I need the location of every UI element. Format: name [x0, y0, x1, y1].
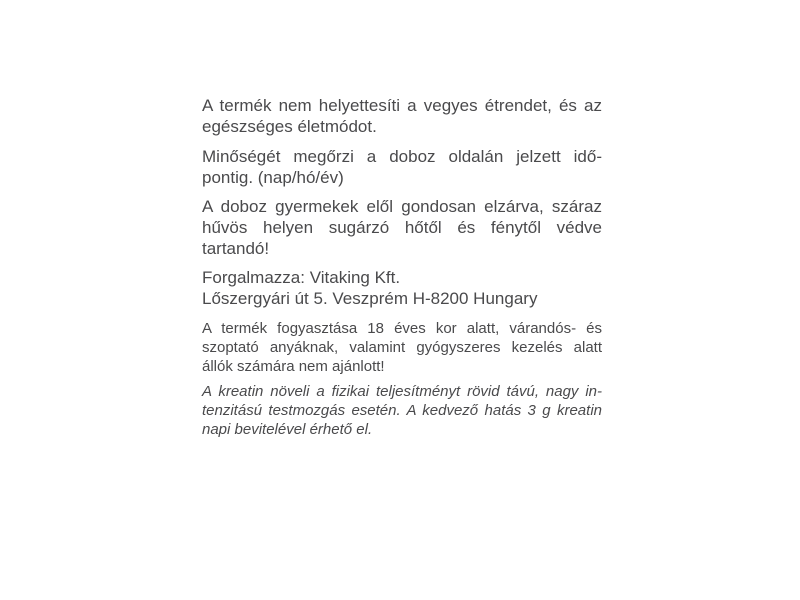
text-line: egészséges életmódot.	[202, 117, 377, 136]
text-line: A termék fogyasztása 18 éves kor alatt, várandós- és	[202, 320, 602, 337]
paragraph-warning	[202, 319, 602, 376]
text-line: szoptató anyáknak, valamint gyógyszeres kezelés alatt	[202, 339, 602, 356]
text-line: A doboz gyermekek elől gondosan elzárva, száraz	[202, 197, 602, 216]
text-line: pontig. (nap/hó/év)	[202, 168, 344, 187]
paragraph-best-before	[202, 146, 602, 188]
text-line: napi bevitelével érhető el.	[202, 421, 373, 438]
text-line: állók számára nem ajánlott!	[202, 358, 385, 375]
paragraph-health-claim	[202, 382, 602, 439]
text-line: hűvös helyen sugárzó hőtől és fénytől védve	[202, 218, 602, 237]
text-line: tenzitású testmozgás esetén. A kedvező hatás 3 g kreatin	[202, 402, 602, 419]
paragraph-distributor	[202, 267, 602, 309]
distributor-address: Lőszergyári út 5. Veszprém H-8200 Hungary	[202, 289, 538, 308]
text-line: A termék nem helyettesíti a vegyes étrendet, és az	[202, 96, 602, 115]
distributor-name: Forgalmazza: Vitaking Kft.	[202, 268, 401, 287]
paragraph-diet-notice	[202, 95, 602, 137]
paragraph-storage	[202, 196, 602, 259]
text-line: tartandó!	[202, 239, 270, 258]
text-line: A kreatin növeli a fizikai teljesítményt rövid távú, nagy in-	[202, 383, 602, 400]
text-line: Minőségét megőrzi a doboz oldalán jelzett idő-	[202, 147, 602, 166]
